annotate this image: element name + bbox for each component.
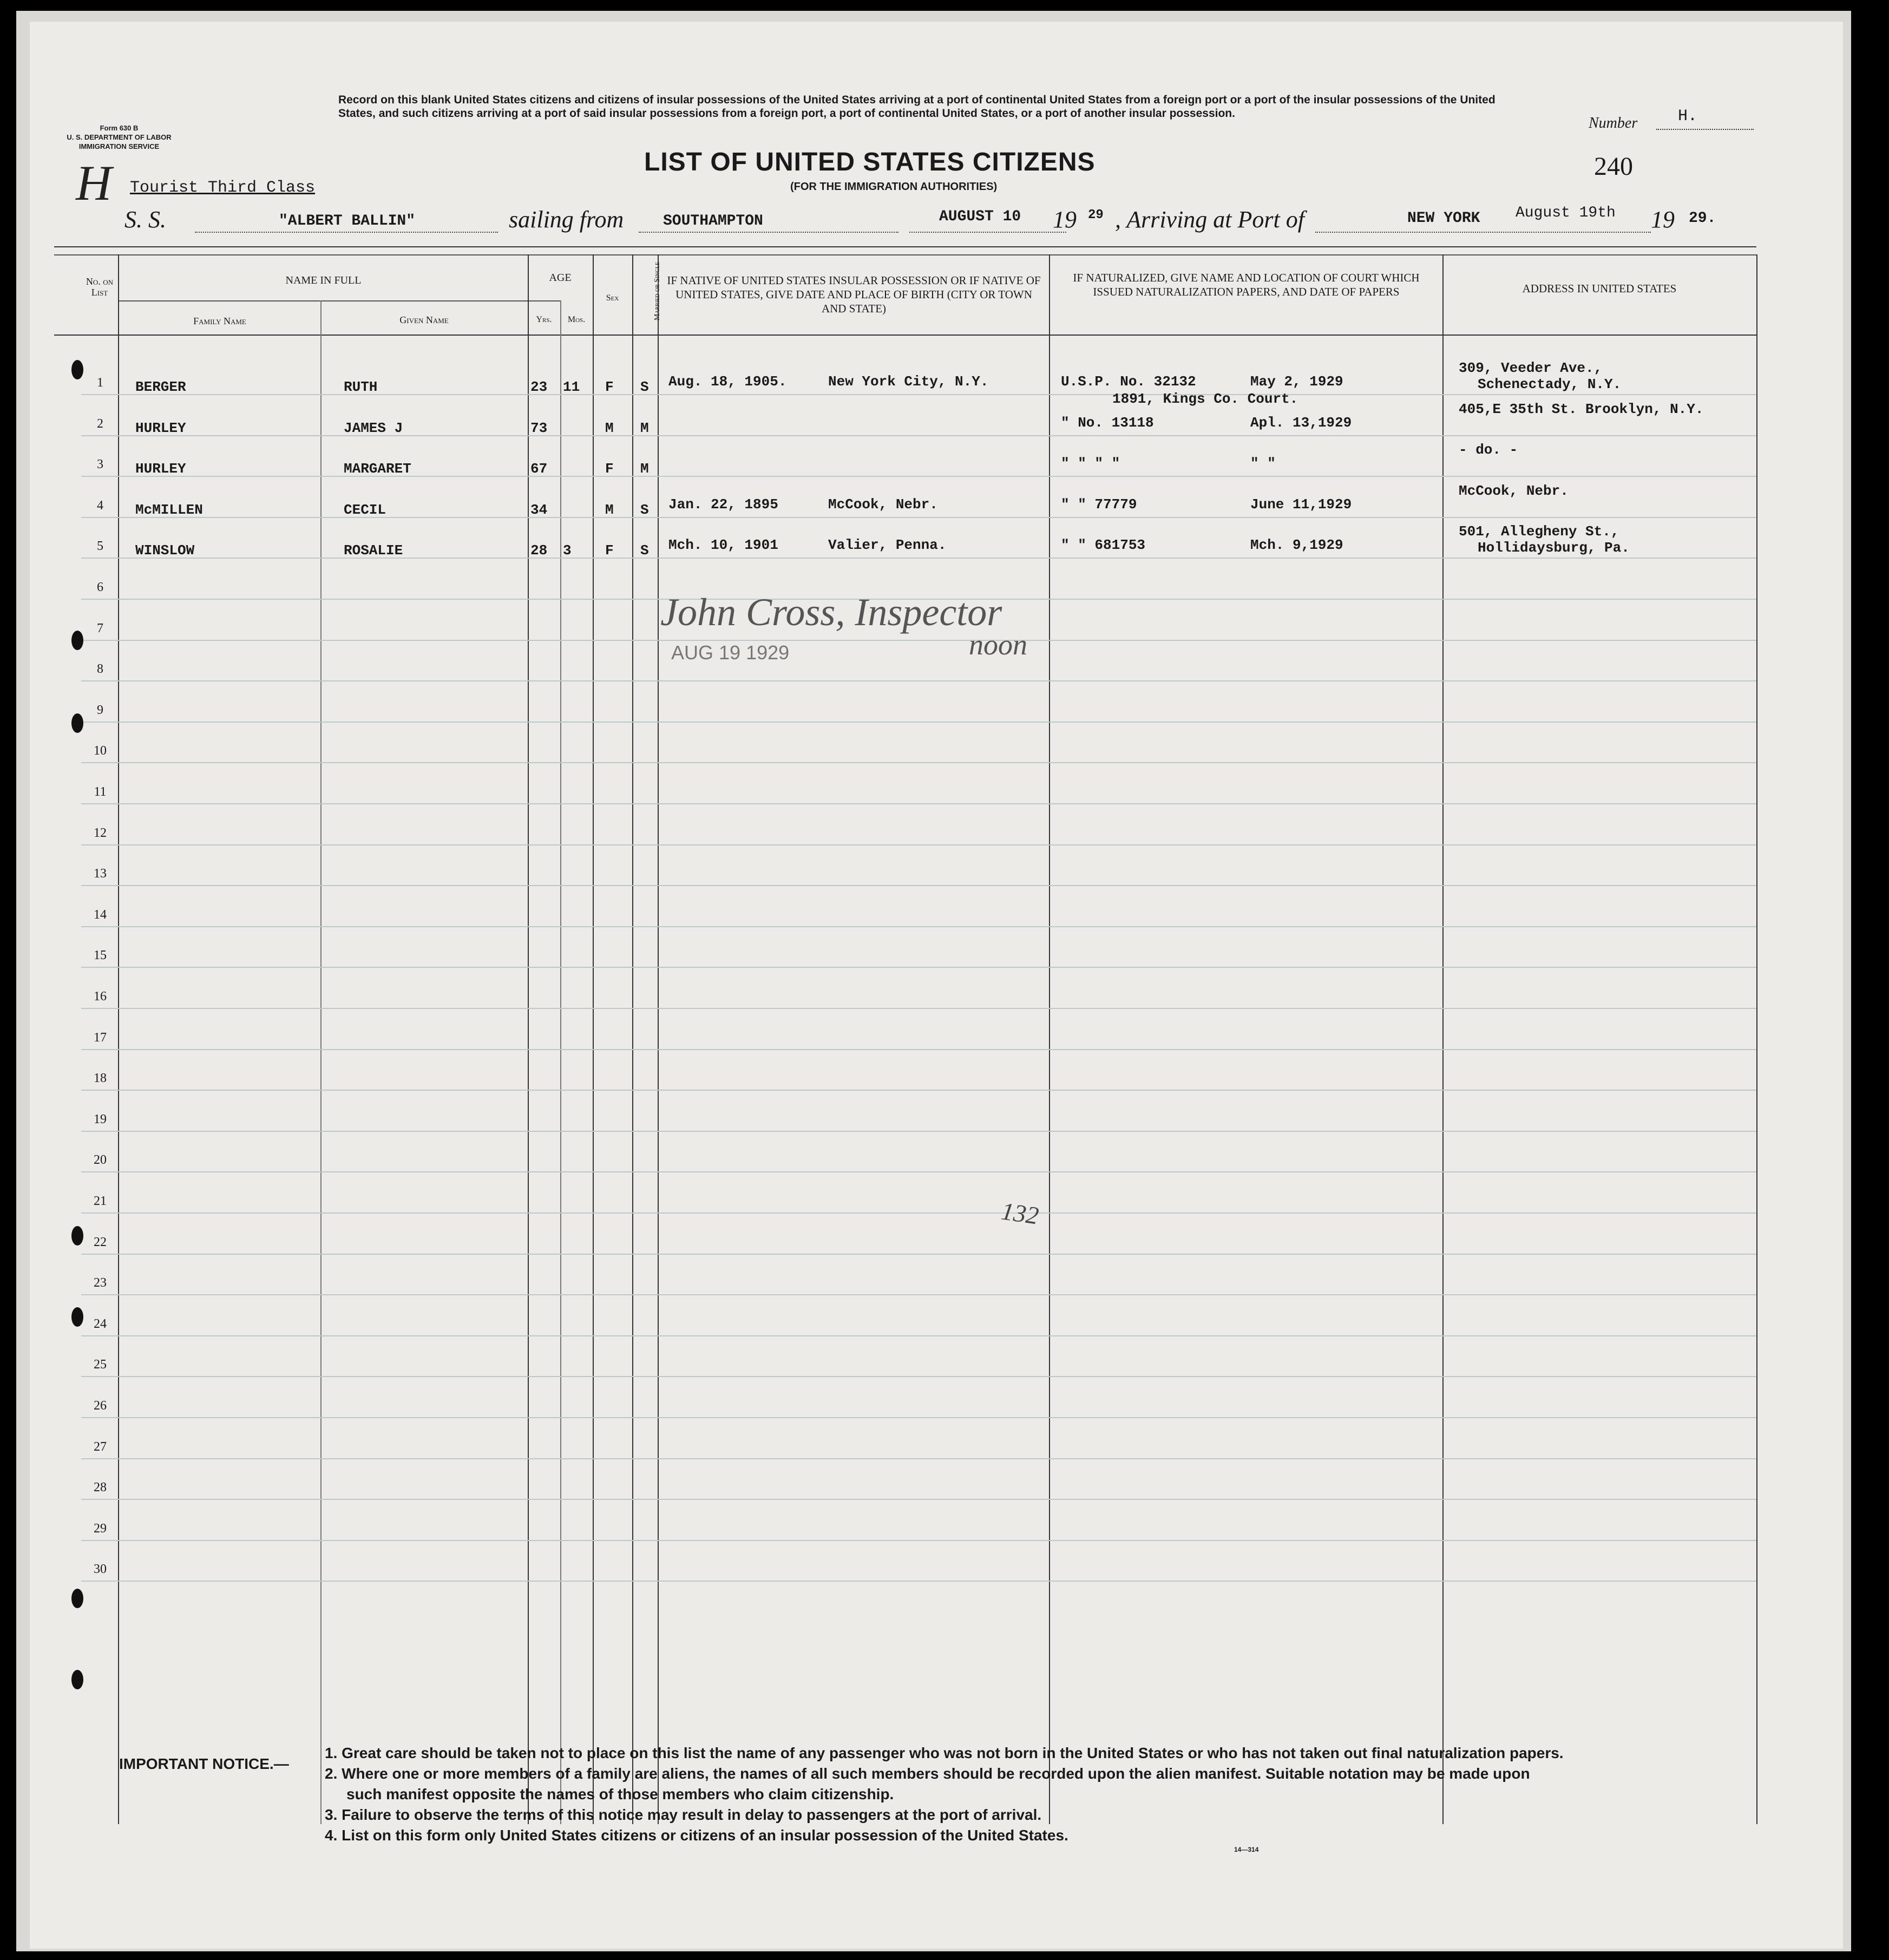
age-years-cell: 67: [530, 461, 548, 477]
address-line-1-cell: - do. -: [1459, 442, 1518, 458]
row-number: 18: [94, 1071, 107, 1086]
family-name-cell: BERGER: [135, 379, 186, 395]
row-number: 6: [97, 580, 103, 594]
naturalization-date-cell: " ": [1250, 455, 1276, 472]
inspector-signature: John Cross, Inspector: [660, 591, 1002, 634]
row-rule: [81, 1049, 1756, 1050]
row-number: 14: [94, 907, 107, 922]
row-number: 24: [94, 1316, 107, 1331]
col-rule-sex: [632, 254, 633, 1824]
address-line-2-cell: Schenectady, N.Y.: [1478, 376, 1622, 392]
col-rule-right: [1756, 254, 1757, 1824]
table-top-rule-2: [54, 254, 1756, 255]
header-mos: Mos.: [567, 315, 586, 324]
header-age: AGE: [549, 272, 572, 284]
birth-date-cell: Aug. 18, 1905.: [668, 373, 787, 390]
birth-place-cell: McCook, Nebr.: [828, 496, 938, 513]
row-rule: [81, 1335, 1756, 1336]
ss-label: S. S.: [124, 206, 166, 233]
row-number: 12: [94, 825, 107, 840]
row-rule: [81, 1090, 1756, 1091]
form-identifier: [65, 123, 173, 151]
row-rule: [81, 1376, 1756, 1377]
row-rule: [81, 762, 1756, 763]
port-from-line: [639, 232, 898, 233]
row-number: 21: [94, 1194, 107, 1208]
intro-text: Record on this blank United States citizens and citizens of insular possessions of the United States arriving at a port of continental United States from a foreign port or a port of the insular possessions of the United States, and such citizens arriving at a port of said insular possessions from a foreign port, a port of continental United States, or a port of another insular possession.: [338, 94, 1496, 120]
birth-place-cell: Valier, Penna.: [828, 537, 947, 554]
row-number: 5: [97, 539, 103, 554]
binder-hole: [71, 360, 83, 379]
row-rule: [81, 1008, 1756, 1009]
print-code: 14—314: [1234, 1846, 1259, 1853]
binder-hole: [71, 1226, 83, 1246]
binder-hole: [71, 1307, 83, 1327]
ship-name: "ALBERT BALLIN": [279, 213, 416, 230]
given-name-cell: JAMES J: [344, 419, 403, 436]
row-number: 20: [94, 1153, 107, 1168]
row-rule: [81, 680, 1756, 681]
marital-status-cell: S: [640, 501, 649, 518]
number-line: [1656, 129, 1754, 130]
signature-time: noon: [969, 628, 1027, 661]
row-number: 7: [97, 621, 103, 635]
row-rule: [81, 1131, 1756, 1132]
row-rule: [81, 476, 1756, 477]
naturalization-cell: " No. 13118: [1061, 414, 1154, 431]
class-mark-handwritten: H: [76, 155, 112, 211]
given-name-cell: MARGARET: [344, 461, 411, 477]
marital-status-cell: S: [640, 379, 649, 395]
naturalization-court-cell: 1891, Kings Co. Court.: [1112, 391, 1298, 407]
age-years-cell: 28: [530, 542, 548, 559]
naturalization-date-cell: May 2, 1929: [1250, 373, 1343, 390]
age-years-cell: 34: [530, 501, 548, 518]
header-birth: IF NATIVE OF UNITED STATES INSULAR POSSESSION OR IF NATIVE OF UNITED STATES, GIVE DATE AND PLACE OF BIRTH (CITY OR TOWN AND STATE): [667, 274, 1041, 315]
port-to: NEW YORK: [1407, 210, 1480, 227]
col-rule-birth: [1049, 254, 1050, 1824]
col-rule-given: [528, 254, 529, 1824]
arrive-date: August 19th: [1516, 205, 1616, 221]
year-1: 29: [1088, 208, 1104, 222]
binder-hole: [71, 713, 83, 733]
row-number: 25: [94, 1358, 107, 1372]
marital-status-cell: M: [640, 419, 649, 436]
age-months-cell: 11: [563, 379, 580, 395]
notice-item-4: 4. List on this form only United States citizens or citizens of an insular possession of the United States.: [325, 1827, 1068, 1844]
row-number: 23: [94, 1276, 107, 1290]
given-name-cell: CECIL: [344, 501, 386, 518]
notice-label: IMPORTANT NOTICE.—: [119, 1755, 289, 1772]
date-stamp: AUG 19 1929: [671, 641, 790, 664]
name-age-subheader-rule: [119, 300, 560, 301]
row-number: 27: [94, 1439, 107, 1454]
row-rule: [81, 1581, 1756, 1582]
row-number: 3: [97, 457, 103, 472]
marital-status-cell: M: [640, 461, 649, 477]
row-rule: [81, 1212, 1756, 1214]
service-name: IMMIGRATION SERVICE: [78, 142, 160, 150]
sex-cell: F: [605, 542, 614, 559]
col-rule-ms: [658, 254, 659, 1824]
row-number: 29: [94, 1521, 107, 1536]
naturalization-date-cell: Mch. 9,1929: [1250, 537, 1343, 554]
row-number: 9: [97, 703, 103, 717]
age-years-cell: 23: [530, 379, 548, 395]
birth-place-cell: New York City, N.Y.: [828, 373, 989, 390]
row-number: 26: [94, 1399, 107, 1413]
row-rule: [81, 967, 1756, 968]
row-rule: [81, 1499, 1756, 1500]
notice-item-1: 1. Great care should be taken not to place on this list the name of any passenger who was not born in the United States or who has not taken out final naturalization papers.: [325, 1745, 1564, 1761]
year-2: 29.: [1689, 210, 1716, 227]
header-given-name: Given Name: [399, 314, 449, 325]
row-rule: [81, 885, 1756, 886]
form-number: Form 630 B: [100, 124, 139, 132]
address-line-1-cell: 309, Veeder Ave.,: [1459, 360, 1603, 376]
number-value: H.: [1678, 107, 1698, 126]
col-rule-family: [320, 300, 322, 1824]
binder-hole: [71, 1670, 83, 1689]
port-from: SOUTHAMPTON: [663, 213, 763, 230]
row-rule: [81, 926, 1756, 927]
binder-hole: [71, 631, 83, 650]
col-rule-mos: [593, 254, 594, 1824]
header-family-name: Family Name: [193, 316, 246, 326]
address-line-1-cell: 405,E 35th St. Brooklyn, N.Y.: [1459, 401, 1704, 417]
header-no-on-list: No. on List: [86, 276, 114, 298]
family-name-cell: WINSLOW: [135, 542, 195, 559]
given-name-cell: RUTH: [344, 379, 378, 395]
row-rule: [81, 435, 1756, 436]
page-title: LIST OF UNITED STATES CITIZENS: [644, 148, 1096, 176]
age-months-cell: 3: [563, 542, 572, 559]
row-rule: [81, 1254, 1756, 1255]
notice-item-3: 3. Failure to observe the terms of this notice may result in delay to passengers at the port of arrival.: [325, 1806, 1042, 1823]
family-name-cell: HURLEY: [135, 461, 186, 477]
row-rule: [81, 558, 1756, 559]
binder-hole: [71, 1589, 83, 1608]
row-rule: [81, 1540, 1756, 1541]
naturalization-cell: U.S.P. No. 32132: [1061, 373, 1196, 390]
row-rule: [81, 844, 1756, 845]
naturalization-date-cell: Apl. 13,1929: [1250, 414, 1352, 431]
row-rule: [81, 1171, 1756, 1172]
naturalization-date-cell: June 11,1929: [1250, 496, 1352, 513]
family-name-cell: McMILLEN: [135, 501, 203, 518]
header-yrs: Yrs.: [536, 315, 552, 324]
family-name-cell: HURLEY: [135, 419, 186, 436]
age-years-cell: 73: [530, 419, 548, 436]
row-number: 13: [94, 867, 107, 881]
page-subtitle: (FOR THE IMMIGRATION AUTHORITIES): [790, 181, 998, 193]
row-number: 15: [94, 948, 107, 963]
row-rule: [81, 722, 1756, 723]
naturalization-cell: " " 681753: [1061, 537, 1146, 554]
notice-item-2-cont: such manifest opposite the names of those members who claim citizenship.: [346, 1786, 894, 1802]
row-number: 28: [94, 1480, 107, 1495]
pencil-number: 132: [999, 1197, 1041, 1230]
row-number: 22: [94, 1235, 107, 1249]
col-rule-nat: [1442, 254, 1444, 1824]
year-prefix-1: 19: [1053, 206, 1077, 233]
header-naturalized: IF NATURALIZED, GIVE NAME AND LOCATION OF COURT WHICH ISSUED NATURALIZATION PAPERS, AND DATE OF PAPERS: [1073, 271, 1420, 298]
port-to-line: [1315, 232, 1651, 233]
table-top-rule: [54, 246, 1756, 247]
header-sex: Sex: [606, 293, 619, 303]
depart-date-line: [909, 232, 1066, 233]
row-number: 11: [94, 785, 107, 799]
row-number: 17: [94, 1030, 107, 1045]
year-prefix-2: 19: [1651, 206, 1675, 233]
row-rule: [81, 1458, 1756, 1459]
row-number: 2: [97, 416, 103, 431]
row-number: 4: [97, 498, 103, 513]
row-number: 1: [97, 376, 103, 390]
header-name-in-full: NAME IN FULL: [285, 274, 362, 286]
row-rule: [81, 1417, 1756, 1418]
row-number: 19: [94, 1112, 107, 1126]
header-married-single: Married or Single: [653, 261, 661, 321]
given-name-cell: ROSALIE: [344, 542, 403, 559]
sex-cell: M: [605, 419, 614, 436]
page-number: 240: [1594, 152, 1633, 181]
birth-date-cell: Mch. 10, 1901: [668, 537, 778, 554]
row-number: 30: [94, 1562, 107, 1577]
naturalization-cell: " " 77779: [1061, 496, 1137, 513]
row-number: 10: [94, 744, 107, 758]
address-line-1-cell: McCook, Nebr.: [1459, 482, 1569, 499]
header-address: ADDRESS IN UNITED STATES: [1522, 282, 1677, 295]
row-rule: [81, 640, 1756, 641]
row-rule: [81, 517, 1756, 518]
sex-cell: F: [605, 379, 614, 395]
number-label: Number: [1589, 115, 1638, 132]
class-line: Tourist Third Class: [130, 179, 316, 197]
depart-date: AUGUST 10: [939, 208, 1021, 225]
department-name: U. S. DEPARTMENT OF LABOR: [67, 133, 172, 141]
arriving-label: , Arriving at Port of: [1115, 206, 1304, 233]
sailing-label: sailing from: [509, 206, 624, 233]
row-rule: [81, 1294, 1756, 1295]
marital-status-cell: S: [640, 542, 649, 559]
sex-cell: M: [605, 501, 614, 518]
sex-cell: F: [605, 461, 614, 477]
row-number: 8: [97, 662, 103, 677]
address-line-2-cell: Hollidaysburg, Pa.: [1478, 540, 1630, 556]
row-rule: [81, 394, 1756, 395]
row-number: 16: [94, 989, 107, 1004]
birth-date-cell: Jan. 22, 1895: [668, 496, 778, 513]
notice-item-2: 2. Where one or more members of a family are aliens, the names of all such members should be recorded upon the alien manifest. Suitable notation may be made upon: [325, 1765, 1530, 1782]
ship-line: [195, 232, 498, 233]
address-line-1-cell: 501, Allegheny St.,: [1459, 523, 1619, 540]
naturalization-cell: " " " ": [1061, 455, 1120, 472]
row-rule: [81, 803, 1756, 804]
col-rule-yrs: [560, 300, 561, 1824]
table-header-bottom: [54, 335, 1756, 336]
